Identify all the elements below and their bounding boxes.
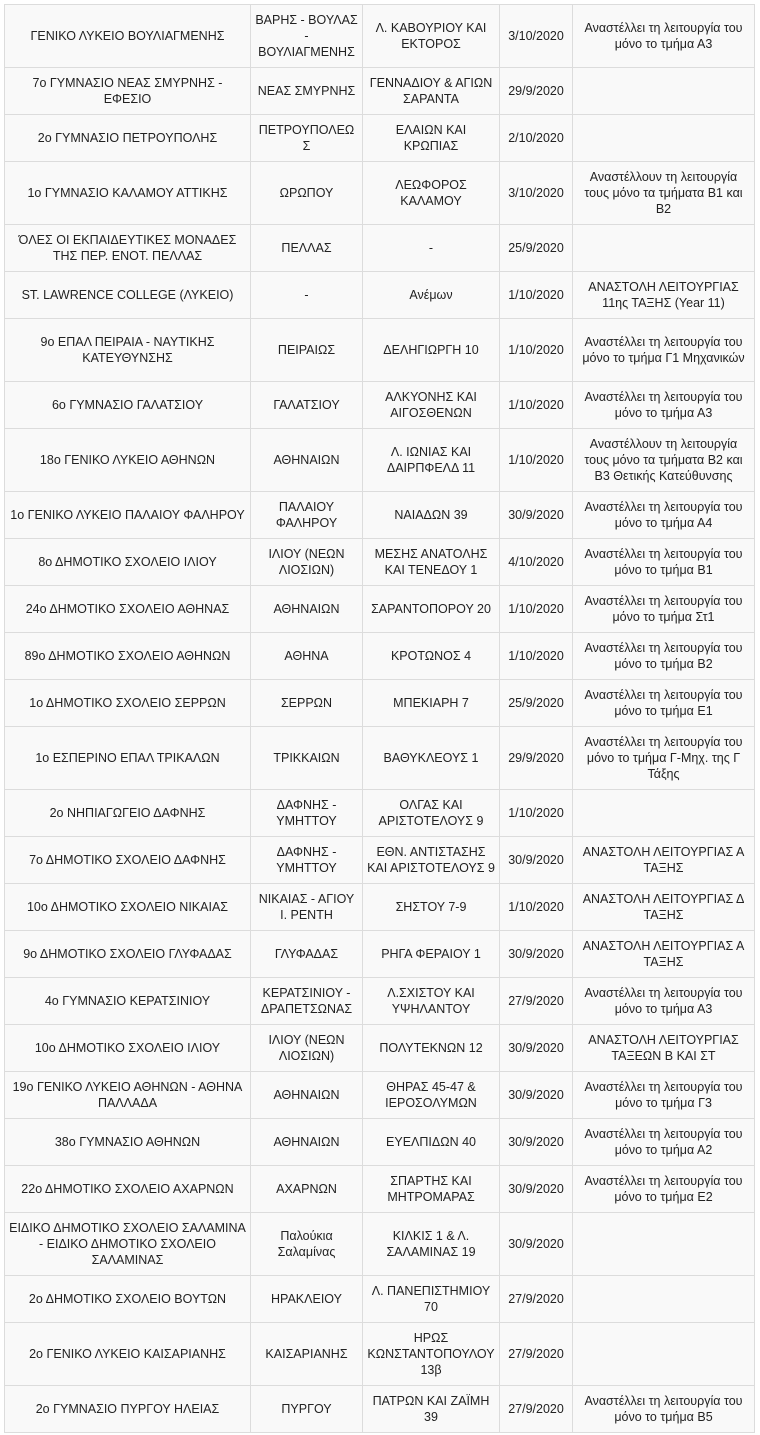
- school-name-cell: ΕΙΔΙΚΟ ΔΗΜΟΤΙΚΟ ΣΧΟΛΕΙΟ ΣΑΛΑΜΙΝΑ - ΕΙΔΙΚΟ ΔΗΜΟΤΙΚΟ ΣΧΟΛΕΙΟ ΣΑΛΑΜΙΝΑΣ: [5, 1213, 251, 1276]
- school-closures-table: [4, 4, 755, 1433]
- municipality-cell: ΒΑΡΗΣ - ΒΟΥΛΑΣ - ΒΟΥΛΙΑΓΜΕΝΗΣ: [251, 5, 363, 68]
- table-row: [5, 5, 755, 68]
- table-row: [5, 1276, 755, 1323]
- school-name-cell: 9ο ΕΠΑΛ ΠΕΙΡΑΙΑ - ΝΑΥΤΙΚΗΣ ΚΑΤΕΥΘΥΝΣΗΣ: [5, 319, 251, 382]
- notes-cell: [573, 225, 755, 272]
- address-cell: ΕΘΝ. ΑΝΤΙΣΤΑΣΗΣ ΚΑΙ ΑΡΙΣΤΟΤΕΛΟΥΣ 9: [363, 837, 500, 884]
- table-row: [5, 429, 755, 492]
- notes-cell: Αναστέλλει τη λειτουργία του μόνο το τμήμα Γ1 Μηχανικών: [573, 319, 755, 382]
- date-cell: 30/9/2020: [500, 1119, 573, 1166]
- address-cell: ΜΠΕΚΙΑΡΗ 7: [363, 680, 500, 727]
- school-name-cell: 1ο ΔΗΜΟΤΙΚΟ ΣΧΟΛΕΙΟ ΣΕΡΡΩΝ: [5, 680, 251, 727]
- municipality-cell: ΤΡΙΚΚΑΙΩΝ: [251, 727, 363, 790]
- school-name-cell: 7ο ΔΗΜΟΤΙΚΟ ΣΧΟΛΕΙΟ ΔΑΦΝΗΣ: [5, 837, 251, 884]
- table-row: [5, 162, 755, 225]
- address-cell: ΠΑΤΡΩΝ ΚΑΙ ΖΑΪΜΗ 39: [363, 1386, 500, 1433]
- address-cell: ΣΑΡΑΝΤΟΠΟΡΟΥ 20: [363, 586, 500, 633]
- municipality-cell: ΑΘΗΝΑΙΩΝ: [251, 429, 363, 492]
- address-cell: ΒΑΘΥΚΛΕΟΥΣ 1: [363, 727, 500, 790]
- notes-cell: Αναστέλλει τη λειτουργία του μόνο το τμήμα Β2: [573, 633, 755, 680]
- school-name-cell: ΌΛΕΣ ΟΙ ΕΚΠΑΙΔΕΥΤΙΚΕΣ ΜΟΝΑΔΕΣ ΤΗΣ ΠΕΡ. ΕΝΟΤ. ΠΕΛΛΑΣ: [5, 225, 251, 272]
- municipality-cell: ΚΑΙΣΑΡΙΑΝΗΣ: [251, 1323, 363, 1386]
- school-name-cell: 1ο ΓΕΝΙΚΟ ΛΥΚΕΙΟ ΠΑΛΑΙΟΥ ΦΑΛΗΡΟΥ: [5, 492, 251, 539]
- table-row: [5, 978, 755, 1025]
- notes-cell: ΑΝΑΣΤΟΛΗ ΛΕΙΤΟΥΡΓΙΑΣ Α ΤΑΞΗΣ: [573, 837, 755, 884]
- municipality-cell: ΠΕΤΡΟΥΠΟΛΕΩΣ: [251, 115, 363, 162]
- notes-cell: Αναστέλλει τη λειτουργία του μόνο το τμήμα Α3: [573, 382, 755, 429]
- school-name-cell: 18ο ΓΕΝΙΚΟ ΛΥΚΕΙΟ ΑΘΗΝΩΝ: [5, 429, 251, 492]
- date-cell: 2/10/2020: [500, 115, 573, 162]
- municipality-cell: ΩΡΩΠΟΥ: [251, 162, 363, 225]
- school-name-cell: 38ο ΓΥΜΝΑΣΙΟ ΑΘΗΝΩΝ: [5, 1119, 251, 1166]
- table-row: [5, 1119, 755, 1166]
- municipality-cell: ΠΥΡΓΟΥ: [251, 1386, 363, 1433]
- date-cell: 25/9/2020: [500, 680, 573, 727]
- school-name-cell: 2ο ΝΗΠΙΑΓΩΓΕΙΟ ΔΑΦΝΗΣ: [5, 790, 251, 837]
- address-cell: ΟΛΓΑΣ ΚΑΙ ΑΡΙΣΤΟΤΕΛΟΥΣ 9: [363, 790, 500, 837]
- address-cell: Λ. ΚΑΒΟΥΡΙΟΥ ΚΑΙ ΕΚΤΟΡΟΣ: [363, 5, 500, 68]
- municipality-cell: ΔΑΦΝΗΣ - ΥΜΗΤΤΟΥ: [251, 790, 363, 837]
- municipality-cell: ΝΕΑΣ ΣΜΥΡΝΗΣ: [251, 68, 363, 115]
- municipality-cell: ΑΘΗΝΑΙΩΝ: [251, 586, 363, 633]
- school-name-cell: 22ο ΔΗΜΟΤΙΚΟ ΣΧΟΛΕΙΟ ΑΧΑΡΝΩΝ: [5, 1166, 251, 1213]
- address-cell: ΘΗΡΑΣ 45-47 & ΙΕΡΟΣΟΛΥΜΩΝ: [363, 1072, 500, 1119]
- notes-cell: Αναστέλλει τη λειτουργία του μόνο το τμήμα Γ-Μηχ. της Γ Τάξης: [573, 727, 755, 790]
- date-cell: 30/9/2020: [500, 931, 573, 978]
- address-cell: Λ.ΣΧΙΣΤΟΥ ΚΑΙ ΥΨΗΛΑΝΤΟΥ: [363, 978, 500, 1025]
- date-cell: 1/10/2020: [500, 382, 573, 429]
- municipality-cell: ΙΛΙΟΥ (ΝΕΩΝ ΛΙΟΣΙΩΝ): [251, 1025, 363, 1072]
- notes-cell: Αναστέλλει τη λειτουργία του μόνο το τμήμα Α2: [573, 1119, 755, 1166]
- table-row: [5, 586, 755, 633]
- municipality-cell: ΑΘΗΝΑ: [251, 633, 363, 680]
- school-name-cell: 7ο ΓΥΜΝΑΣΙΟ ΝΕΑΣ ΣΜΥΡΝΗΣ - ΕΦΕΣΙΟ: [5, 68, 251, 115]
- date-cell: 1/10/2020: [500, 633, 573, 680]
- address-cell: Ανέμων: [363, 272, 500, 319]
- school-name-cell: 10ο ΔΗΜΟΤΙΚΟ ΣΧΟΛΕΙΟ ΙΛΙΟΥ: [5, 1025, 251, 1072]
- date-cell: 27/9/2020: [500, 978, 573, 1025]
- notes-cell: Αναστέλλει τη λειτουργία του μόνο το τμήμα Ε1: [573, 680, 755, 727]
- school-name-cell: 2ο ΓΥΜΝΑΣΙΟ ΠΥΡΓΟΥ ΗΛΕΙΑΣ: [5, 1386, 251, 1433]
- school-name-cell: ΓΕΝΙΚΟ ΛΥΚΕΙΟ ΒΟΥΛΙΑΓΜΕΝΗΣ: [5, 5, 251, 68]
- school-name-cell: 24ο ΔΗΜΟΤΙΚΟ ΣΧΟΛΕΙΟ ΑΘΗΝΑΣ: [5, 586, 251, 633]
- date-cell: 29/9/2020: [500, 68, 573, 115]
- municipality-cell: -: [251, 272, 363, 319]
- address-cell: ΚΡΟΤΩΝΟΣ 4: [363, 633, 500, 680]
- municipality-cell: ΔΑΦΝΗΣ - ΥΜΗΤΤΟΥ: [251, 837, 363, 884]
- address-cell: ΣΗΣΤΟΥ 7-9: [363, 884, 500, 931]
- school-name-cell: 9ο ΔΗΜΟΤΙΚΟ ΣΧΟΛΕΙΟ ΓΛΥΦΑΔΑΣ: [5, 931, 251, 978]
- municipality-cell: ΓΑΛΑΤΣΙΟΥ: [251, 382, 363, 429]
- municipality-cell: ΙΛΙΟΥ (ΝΕΩΝ ΛΙΟΣΙΩΝ): [251, 539, 363, 586]
- school-name-cell: ST. LAWRENCE COLLEGE (ΛΥΚΕΙΟ): [5, 272, 251, 319]
- address-cell: ΚΙΛΚΙΣ 1 & Λ. ΣΑΛΑΜΙΝΑΣ 19: [363, 1213, 500, 1276]
- address-cell: ΓΕΝΝΑΔΙΟΥ & ΑΓΙΩΝ ΣΑΡΑΝΤΑ: [363, 68, 500, 115]
- address-cell: ΜΕΣΗΣ ΑΝΑΤΟΛΗΣ ΚΑΙ ΤΕΝΕΔΟΥ 1: [363, 539, 500, 586]
- date-cell: 3/10/2020: [500, 162, 573, 225]
- date-cell: 29/9/2020: [500, 727, 573, 790]
- address-cell: ΗΡΩΣ ΚΩΝΣΤΑΝΤΟΠΟΥΛΟΥ 13β: [363, 1323, 500, 1386]
- address-cell: ΣΠΑΡΤΗΣ ΚΑΙ ΜΗΤΡΟΜΑΡΑΣ: [363, 1166, 500, 1213]
- notes-cell: Αναστέλλει τη λειτουργία του μόνο το τμήμα Β1: [573, 539, 755, 586]
- notes-cell: [573, 1213, 755, 1276]
- date-cell: 1/10/2020: [500, 790, 573, 837]
- table-row: [5, 1386, 755, 1433]
- table-row: [5, 225, 755, 272]
- address-cell: ΕΛΑΙΩΝ ΚΑΙ ΚΡΩΠΙΑΣ: [363, 115, 500, 162]
- school-name-cell: 2ο ΓΕΝΙΚΟ ΛΥΚΕΙΟ ΚΑΙΣΑΡΙΑΝΗΣ: [5, 1323, 251, 1386]
- municipality-cell: Παλούκια Σαλαμίνας: [251, 1213, 363, 1276]
- school-name-cell: 1ο ΕΣΠΕΡΙΝΟ ΕΠΑΛ ΤΡΙΚΑΛΩΝ: [5, 727, 251, 790]
- table-row: [5, 1213, 755, 1276]
- notes-cell: [573, 1276, 755, 1323]
- address-cell: ΑΛΚΥΟΝΗΣ ΚΑΙ ΑΙΓΟΣΘΕΝΩΝ: [363, 382, 500, 429]
- date-cell: 30/9/2020: [500, 1213, 573, 1276]
- school-name-cell: 2ο ΔΗΜΟΤΙΚΟ ΣΧΟΛΕΙΟ ΒΟΥΤΩΝ: [5, 1276, 251, 1323]
- date-cell: 30/9/2020: [500, 492, 573, 539]
- municipality-cell: ΝΙΚΑΙΑΣ - ΑΓΙΟΥ Ι. ΡΕΝΤΗ: [251, 884, 363, 931]
- notes-cell: [573, 1323, 755, 1386]
- table-row: [5, 319, 755, 382]
- table-row: [5, 790, 755, 837]
- notes-cell: Αναστέλλει τη λειτουργία του μόνο το τμήμα Στ1: [573, 586, 755, 633]
- table-row: [5, 680, 755, 727]
- municipality-cell: ΠΕΙΡΑΙΩΣ: [251, 319, 363, 382]
- date-cell: 3/10/2020: [500, 5, 573, 68]
- date-cell: 30/9/2020: [500, 1166, 573, 1213]
- municipality-cell: ΣΕΡΡΩΝ: [251, 680, 363, 727]
- school-name-cell: 2ο ΓΥΜΝΑΣΙΟ ΠΕΤΡΟΥΠΟΛΗΣ: [5, 115, 251, 162]
- municipality-cell: ΑΘΗΝΑΙΩΝ: [251, 1119, 363, 1166]
- address-cell: Λ. ΙΩΝΙΑΣ ΚΑΙ ΔΑΙΡΠΦΕΛΔ 11: [363, 429, 500, 492]
- date-cell: 4/10/2020: [500, 539, 573, 586]
- table-row: [5, 115, 755, 162]
- date-cell: 30/9/2020: [500, 1025, 573, 1072]
- table-row: [5, 1025, 755, 1072]
- date-cell: 30/9/2020: [500, 1072, 573, 1119]
- school-name-cell: 10ο ΔΗΜΟΤΙΚΟ ΣΧΟΛΕΙΟ ΝΙΚΑΙΑΣ: [5, 884, 251, 931]
- address-cell: ΡΗΓΑ ΦΕΡΑΙΟΥ 1: [363, 931, 500, 978]
- notes-cell: ΑΝΑΣΤΟΛΗ ΛΕΙΤΟΥΡΓΙΑΣ 11ης ΤΑΞΗΣ (Year 11): [573, 272, 755, 319]
- date-cell: 1/10/2020: [500, 319, 573, 382]
- table-row: [5, 837, 755, 884]
- table-row: [5, 1323, 755, 1386]
- table-row: [5, 884, 755, 931]
- date-cell: 27/9/2020: [500, 1323, 573, 1386]
- table-row: [5, 1072, 755, 1119]
- table-body: [5, 5, 755, 1433]
- table-row: [5, 727, 755, 790]
- municipality-cell: ΓΛΥΦΑΔΑΣ: [251, 931, 363, 978]
- notes-cell: ΑΝΑΣΤΟΛΗ ΛΕΙΤΟΥΡΓΙΑΣ ΤΑΞΕΩΝ Β ΚΑΙ ΣΤ: [573, 1025, 755, 1072]
- school-name-cell: 8ο ΔΗΜΟΤΙΚΟ ΣΧΟΛΕΙΟ ΙΛΙΟΥ: [5, 539, 251, 586]
- table-row: [5, 1166, 755, 1213]
- municipality-cell: ΠΑΛΑΙΟΥ ΦΑΛΗΡΟΥ: [251, 492, 363, 539]
- notes-cell: ΑΝΑΣΤΟΛΗ ΛΕΙΤΟΥΡΓΙΑΣ Δ ΤΑΞΗΣ: [573, 884, 755, 931]
- school-name-cell: 1ο ΓΥΜΝΑΣΙΟ ΚΑΛΑΜΟΥ ΑΤΤΙΚΗΣ: [5, 162, 251, 225]
- notes-cell: [573, 790, 755, 837]
- address-cell: Λ. ΠΑΝΕΠΙΣΤΗΜΙΟΥ 70: [363, 1276, 500, 1323]
- notes-cell: Αναστέλλει τη λειτουργία του μόνο το τμήμα Α4: [573, 492, 755, 539]
- table-row: [5, 931, 755, 978]
- notes-cell: Αναστέλλουν τη λειτουργία τους μόνο τα τμήματα Β2 και Β3 Θετικής Κατεύθυνσης: [573, 429, 755, 492]
- notes-cell: Αναστέλλει τη λειτουργία του μόνο το τμήμα Α3: [573, 5, 755, 68]
- date-cell: 1/10/2020: [500, 429, 573, 492]
- municipality-cell: ΑΧΑΡΝΩΝ: [251, 1166, 363, 1213]
- notes-cell: [573, 68, 755, 115]
- address-cell: ΔΕΛΗΓΙΩΡΓΗ 10: [363, 319, 500, 382]
- table-row: [5, 68, 755, 115]
- notes-cell: ΑΝΑΣΤΟΛΗ ΛΕΙΤΟΥΡΓΙΑΣ Α ΤΑΞΗΣ: [573, 931, 755, 978]
- table-row: [5, 492, 755, 539]
- date-cell: 27/9/2020: [500, 1386, 573, 1433]
- notes-cell: [573, 115, 755, 162]
- school-name-cell: 19ο ΓΕΝΙΚΟ ΛΥΚΕΙΟ ΑΘΗΝΩΝ - ΑΘΗΝΑ ΠΑΛΛΑΔΑ: [5, 1072, 251, 1119]
- date-cell: 1/10/2020: [500, 586, 573, 633]
- notes-cell: Αναστέλλουν τη λειτουργία τους μόνο τα τμήματα Β1 και Β2: [573, 162, 755, 225]
- address-cell: ΛΕΩΦΟΡΟΣ ΚΑΛΑΜΟΥ: [363, 162, 500, 225]
- date-cell: 30/9/2020: [500, 837, 573, 884]
- table-row: [5, 539, 755, 586]
- notes-cell: Αναστέλλει τη λειτουργία του μόνο το τμήμα Α3: [573, 978, 755, 1025]
- municipality-cell: ΗΡΑΚΛΕΙΟΥ: [251, 1276, 363, 1323]
- notes-cell: Αναστέλλει τη λειτουργία του μόνο το τμήμα Γ3: [573, 1072, 755, 1119]
- date-cell: 27/9/2020: [500, 1276, 573, 1323]
- school-name-cell: 89ο ΔΗΜΟΤΙΚΟ ΣΧΟΛΕΙΟ ΑΘΗΝΩΝ: [5, 633, 251, 680]
- date-cell: 1/10/2020: [500, 884, 573, 931]
- address-cell: -: [363, 225, 500, 272]
- date-cell: 25/9/2020: [500, 225, 573, 272]
- date-cell: 1/10/2020: [500, 272, 573, 319]
- notes-cell: Αναστέλλει τη λειτουργία του μόνο το τμήμα Β5: [573, 1386, 755, 1433]
- table-row: [5, 633, 755, 680]
- table-row: [5, 272, 755, 319]
- municipality-cell: ΚΕΡΑΤΣΙΝΙΟΥ - ΔΡΑΠΕΤΣΩΝΑΣ: [251, 978, 363, 1025]
- school-name-cell: 4ο ΓΥΜΝΑΣΙΟ ΚΕΡΑΤΣΙΝΙΟΥ: [5, 978, 251, 1025]
- table-row: [5, 382, 755, 429]
- municipality-cell: ΠΕΛΛΑΣ: [251, 225, 363, 272]
- municipality-cell: ΑΘΗΝΑΙΩΝ: [251, 1072, 363, 1119]
- address-cell: ΕΥΕΛΠΙΔΩΝ 40: [363, 1119, 500, 1166]
- notes-cell: Αναστέλλει τη λειτουργία του μόνο το τμήμα Ε2: [573, 1166, 755, 1213]
- address-cell: ΝΑΙΑΔΩΝ 39: [363, 492, 500, 539]
- address-cell: ΠΟΛΥΤΕΚΝΩΝ 12: [363, 1025, 500, 1072]
- school-name-cell: 6ο ΓΥΜΝΑΣΙΟ ΓΑΛΑΤΣΙΟΥ: [5, 382, 251, 429]
